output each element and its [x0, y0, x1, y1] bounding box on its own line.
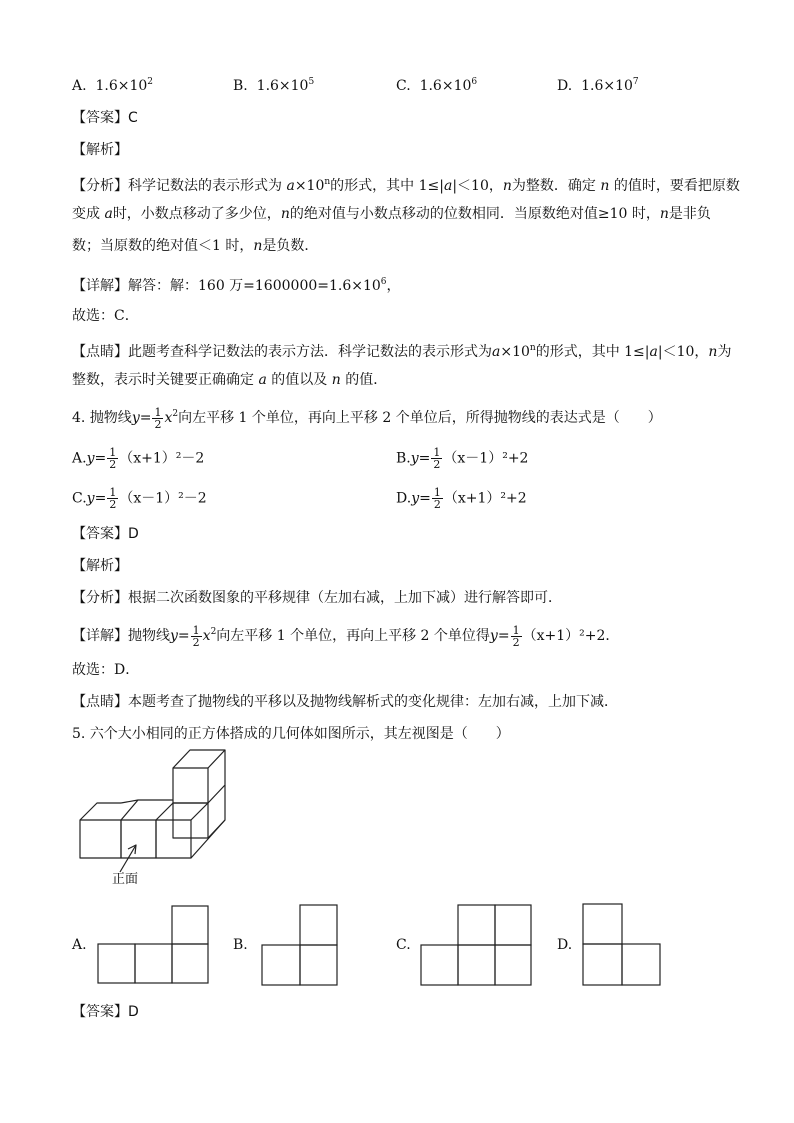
q5-answer: 【答案】D	[72, 1004, 139, 1020]
cube-front-face	[80, 820, 121, 858]
text: 的值时，要看把原数	[613, 178, 740, 194]
q3-dianjing-line-2	[72, 370, 387, 390]
text: 的值．	[345, 372, 388, 388]
option-letter: B.	[396, 450, 411, 467]
text: 向左平移 1 个单位，再向上平移 2 个单位后，所得抛物线的表达式是（ ）	[178, 410, 662, 426]
text: 整数，表示时关键要正确确定	[72, 372, 254, 388]
fraction-half	[152, 407, 163, 430]
q5-option-c-view	[420, 904, 532, 986]
denominator: 2	[433, 458, 441, 471]
q5-option-c-letter: C.	[396, 937, 411, 953]
text: |＜10，	[452, 178, 503, 194]
q4-answer: 【答案】D	[72, 526, 139, 542]
option-letter: D.	[557, 78, 573, 94]
text: =	[497, 628, 510, 644]
cube-front-face	[121, 820, 156, 858]
text: =	[177, 628, 190, 644]
fraction-half	[431, 447, 442, 470]
option-exponent: 6	[471, 77, 478, 87]
var-y: y	[86, 490, 95, 507]
q3-option-c	[396, 72, 477, 96]
q3-dianjing-line-1	[72, 338, 731, 362]
option-value: 1.6×10	[256, 78, 309, 94]
text: =	[94, 450, 107, 467]
var-y: y	[489, 628, 498, 644]
var-a: a	[286, 178, 295, 194]
q4-option-c	[72, 487, 207, 510]
text: 六个大小相同的正方体搭成的几何体如图所示，其左视图是（ ）	[89, 726, 510, 742]
denominator: 2	[109, 458, 117, 471]
text: ，	[386, 278, 401, 294]
option-letter: C.	[396, 78, 411, 94]
numerator: 1	[109, 486, 117, 499]
q3-fenxi-line-2	[72, 204, 711, 224]
var-y: y	[170, 628, 178, 644]
denominator: 2	[512, 635, 520, 649]
q4-stem	[72, 404, 662, 430]
numerator: 1	[154, 405, 162, 419]
question-number: 5.	[72, 726, 86, 742]
q4-xiangjie	[72, 622, 619, 648]
dianjing-tag: 【点睛】	[72, 344, 128, 360]
var-n: n	[659, 206, 669, 222]
q3-option-d	[557, 72, 639, 96]
q5-stem	[72, 724, 510, 744]
fraction-half	[107, 487, 118, 510]
text: 是非负	[668, 206, 711, 222]
text: 向左平移 1 个单位，再向上平移 2 个单位得	[216, 628, 490, 644]
option-value: 1.6×10	[95, 78, 148, 94]
text: ×10	[500, 344, 530, 360]
q3-fenxi-line-3	[72, 236, 318, 256]
text: 此题考查科学记数法的表示方法．科学记数法的表示形式为	[128, 344, 492, 360]
text: 本题考查了抛物线的平移以及抛物线解析式的变化规律：左加右减，上加下减．	[128, 694, 618, 710]
denominator: 2	[109, 498, 117, 511]
exponent: 6	[380, 277, 387, 287]
xiangjie-tag: 【详解】	[72, 278, 128, 294]
var-y: y	[86, 450, 95, 467]
q3-xiangjie	[72, 272, 401, 296]
q5-option-d-letter: D.	[557, 937, 573, 953]
exponent: 2	[172, 409, 179, 419]
var-a: a	[258, 372, 267, 388]
text: ×10	[294, 178, 325, 194]
option-value: 1.6×10	[419, 78, 472, 94]
text: =	[139, 410, 152, 426]
text: =	[94, 490, 107, 507]
var-a: a	[649, 344, 658, 360]
var-a: a	[104, 206, 113, 222]
option-letter: A.	[72, 450, 87, 467]
cube-top-edge	[156, 803, 173, 820]
numerator: 1	[109, 446, 117, 459]
text: 的形式，其中 1≤|	[535, 344, 650, 360]
q5-option-b-view	[261, 904, 339, 986]
q4-option-d	[396, 487, 527, 510]
numerator: 1	[512, 623, 520, 637]
q5-option-a-letter: A.	[72, 937, 87, 953]
text: 是负数．	[262, 238, 319, 254]
text: 的值以及	[271, 372, 328, 388]
denominator: 2	[154, 417, 162, 431]
q3-option-a	[72, 72, 153, 96]
q5-option-a-view	[97, 905, 209, 985]
var-y: y	[410, 450, 419, 467]
cube-solid-figure	[70, 748, 240, 898]
fraction-half	[107, 447, 118, 470]
q4-fenxi	[72, 588, 562, 608]
text: 为整数．确定	[511, 178, 596, 194]
option-expression: （x+1）²+2	[443, 490, 527, 507]
option-letter: B.	[233, 78, 248, 94]
option-expression: （x－1）²+2	[443, 450, 529, 467]
q4-option-b	[396, 447, 528, 470]
text: 数；当原数的绝对值＜1 时，	[72, 238, 254, 254]
option-exponent: 7	[632, 77, 639, 87]
q5-option-d-view	[582, 903, 662, 987]
q4-dianjing	[72, 692, 618, 712]
numerator: 1	[433, 446, 441, 459]
text: （x+1）²+2．	[522, 628, 620, 644]
q4-option-a	[72, 447, 204, 470]
denominator: 2	[433, 498, 441, 511]
q3-answer: 【答案】C	[72, 110, 138, 126]
option-letter: D.	[396, 490, 412, 507]
text: 抛物线	[89, 410, 132, 426]
var-y: y	[411, 490, 420, 507]
cube-side-face	[208, 750, 225, 803]
var-n-sup: n	[324, 177, 331, 187]
text: 的形式，其中 1≤|	[330, 178, 444, 194]
var-x: x	[202, 628, 211, 644]
numerator: 1	[433, 486, 441, 499]
dianjing-tag: 【点睛】	[72, 694, 128, 710]
q4-guxuan: 故选：D．	[72, 662, 140, 678]
question-number: 4.	[72, 410, 86, 426]
cube-top-edge	[80, 803, 121, 820]
q5-option-b-letter: B.	[233, 937, 248, 953]
text: 为	[717, 344, 732, 360]
option-letter: C.	[72, 490, 87, 507]
fraction-half	[432, 487, 443, 510]
option-value: 1.6×10	[581, 78, 633, 94]
text: =	[418, 450, 431, 467]
text: 解答：解：160 万=1600000=1.6×10	[128, 278, 381, 294]
text: 抛物线	[128, 628, 170, 644]
q3-fenxi-line-1	[72, 172, 740, 196]
var-n: n	[253, 238, 263, 254]
var-a: a	[443, 178, 453, 194]
var-n-sup: n	[529, 343, 536, 353]
fenxi-tag: 【分析】	[72, 590, 128, 606]
q3-guxuan: 故选：C．	[72, 308, 139, 324]
var-n: n	[502, 178, 512, 194]
var-y: y	[131, 410, 140, 426]
text: 科学记数法的表示形式为	[128, 178, 282, 194]
option-exponent: 2	[147, 77, 154, 87]
front-label: 正面	[112, 872, 139, 887]
var-a: a	[492, 344, 501, 360]
var-n: n	[331, 372, 341, 388]
cube-top-edge	[191, 803, 208, 820]
text: 的绝对值与小数点移动的位数相同．当原数绝对值≥10 时，	[289, 206, 660, 222]
xiangjie-tag: 【详解】	[72, 628, 128, 644]
q3-jiexi: 【解析】	[72, 142, 128, 158]
var-n: n	[708, 344, 718, 360]
fraction-half	[191, 625, 202, 648]
numerator: 1	[192, 623, 200, 637]
var-x: x	[164, 410, 173, 426]
text: 时，小数点移动了多少位，	[112, 206, 281, 222]
option-expression: （x－1）²－2	[119, 490, 207, 507]
q3-option-b	[233, 72, 314, 96]
option-exponent: 5	[308, 77, 315, 87]
q4-jiexi: 【解析】	[72, 558, 128, 574]
denominator: 2	[192, 635, 200, 649]
exponent: 2	[210, 627, 217, 637]
var-n: n	[280, 206, 290, 222]
fraction-half	[511, 625, 522, 648]
text: 变成	[72, 206, 100, 222]
cube-face	[173, 768, 208, 803]
var-n: n	[600, 178, 610, 194]
fenxi-tag: 【分析】	[72, 178, 128, 194]
text: 根据二次函数图象的平移规律（左加右减，上加下减）进行解答即可．	[128, 590, 562, 606]
text: |＜10，	[657, 344, 709, 360]
option-letter: A.	[72, 78, 87, 94]
text: =	[419, 490, 431, 507]
cube-top-face	[173, 750, 225, 768]
option-expression: （x+1）²－2	[119, 450, 205, 467]
